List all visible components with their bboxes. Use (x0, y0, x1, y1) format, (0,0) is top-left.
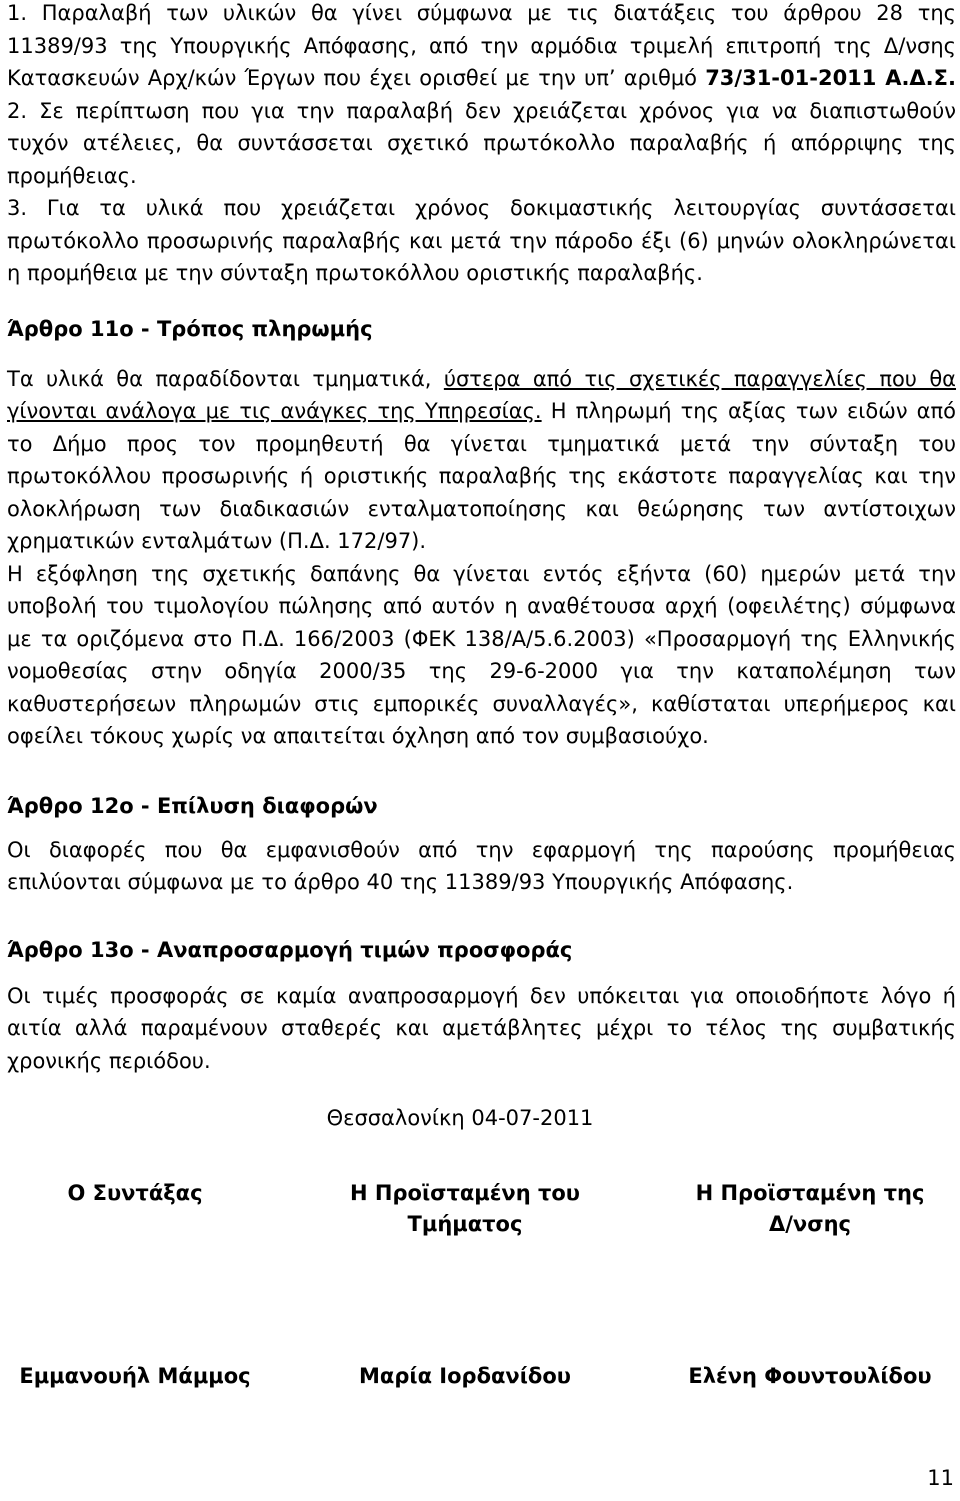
clause-3 (7, 192, 956, 290)
clause-3-text: Για τα υλικά που χρειάζεται χρόνος δοκιμαστικής λειτουργίας συντάσσεται πρωτόκολλο προσωρινής παραλαβής και μετά την πάροδο έξι (6) μηνών ολοκληρώνεται η προμήθεια με την σύνταξη πρωτοκόλλου οριστικής παραλαβής. (7, 196, 956, 285)
clause-1-number: 1. (7, 1, 28, 25)
signature-roles (0, 1178, 960, 1240)
article-12-heading: Άρθρο 12ο - Επίλυση διαφορών (7, 793, 378, 818)
signature-role-section-head: Η Προϊσταμένη του Τμήματος (349, 1181, 580, 1236)
signature-names (0, 1361, 960, 1392)
page-number: 11 (927, 1466, 954, 1490)
clause-1 (7, 0, 956, 192)
article-11-p1-text: Τα υλικά θα παραδίδονται τμηματικά, (7, 366, 444, 391)
article-11-paragraph-1 (7, 363, 956, 558)
article-13-heading: Άρθρο 13ο - Αναπροσαρμογή τιμών προσφοράς (7, 937, 573, 962)
clause-2-number: 2. (7, 98, 28, 123)
clause-1-text: Παραλαβή των υλικών θα γίνει σύμφωνα με τις διατάξεις του άρθρου 28 της 11389/93 της Υπουργικής Απόφασης, από την αρμόδια τριμελή επιτροπή της Δ/νσης Κατασκευών Αρχ/κών Έργων που έχει ορισθεί με την υπ’ αριθμό (7, 1, 956, 90)
signature-name-director: Ελένη Φουντουλίδου (688, 1364, 932, 1388)
article-11-heading: Άρθρο 11ο - Τρόπος πληρωμής (7, 316, 373, 341)
place-date: Θεσσαλονίκη 04-07-2011 (326, 1106, 594, 1130)
signature-name-author: Εμμανουήλ Μάμμος (19, 1364, 251, 1388)
article-11-p1-rest: Η πληρωμή της αξίας των ειδών από το Δήμο προς τον προμηθευτή θα γίνεται τμηματικά μετά την σύνταξη του πρωτοκόλλου προσωρινής ή οριστικής παραλαβής της εκάστοτε παραγγελίας και την ολοκλήρωση των διαδικασιών ενταλματοποίησης και θεώρησης των αντίστοιχων χρηματικών ενταλμάτων (Π.Δ. 172/97). (7, 399, 956, 553)
article-13-paragraph: Οι τιμές προσφοράς σε καμία αναπροσαρμογή δεν υπόκειται για οποιοδήποτε λόγο ή αιτία αλλά παραμένουν σταθερές και αμετάβλητες μέχρι το τέλος της συμβατικής χρονικής περιόδου. (7, 983, 956, 1073)
document-page (7, 0, 956, 1077)
signature-role-director: Η Προϊσταμένη της Δ/νσης (695, 1181, 925, 1236)
article-12-paragraph: Οι διαφορές που θα εμφανισθούν από την εφαρμογή της παρούσης προμήθειας επιλύονται σύμφωνα με το άρθρο 40 της 11389/93 Υπουργικής Απόφασης. (7, 837, 956, 894)
article-11-p1-underlined: ύστερα από τις σχετικές παραγγελίες που θα γίνονται ανάλογα με τις ανάγκες της Υπηρεσίας. (7, 366, 957, 423)
clause-1-decision-ref: 73/31-01-2011 Α.Δ.Σ. (705, 66, 956, 90)
clause-2-text: Σε περίπτωση που για την παραλαβή δεν χρειάζεται χρόνος για να διαπιστωθούν τυχόν ατέλειες, θα συντάσσεται σχετικό πρωτόκολλο παραλαβής ή απόρριψης της προμήθειας. (7, 98, 956, 188)
signature-name-section-head: Μαρία Ιορδανίδου (359, 1364, 571, 1388)
signature-role-author: Ο Συντάξας (67, 1181, 203, 1205)
clause-3-number: 3. (7, 196, 28, 220)
article-11-paragraph-2: Η εξόφληση της σχετικής δαπάνης θα γίνεται εντός εξήντα (60) ημερών μετά την υποβολή του τιμολογίου πώλησης από αυτόν η αναθέτουσα αρχή (οφειλέτης) σύμφωνα με τα οριζόμενα στο Π.Δ. 166/2003 (ΦΕΚ 138/Α/5.6.2003) «Προσαρμογή της Ελληνικής νομοθεσίας στην οδηγία 2000/35 της 29-6-2000 για την καταπολέμηση των καθυστερήσεων πληρωμών στις εμπορικές συναλλαγές», καθίσταται υπερήμερος και οφείλει τόκους χωρίς να απαιτείται όχληση από τον συμβασιούχο. (7, 561, 956, 748)
